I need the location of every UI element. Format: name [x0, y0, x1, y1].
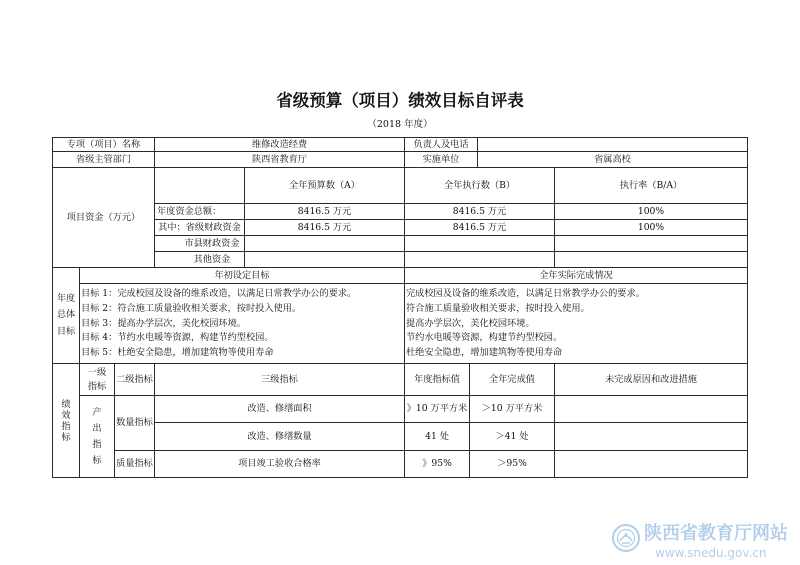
header-actual-value: 全年完成值	[470, 364, 555, 396]
annual-target-value: 41 处	[405, 423, 470, 451]
actual-goal-item: 符合施工质量验收相关要求，按时投入使用。	[406, 302, 590, 314]
actual-goal-item: 提高办学层次，美化校园环境。	[406, 317, 535, 329]
performance-label-char: 效	[61, 409, 71, 421]
level1-char: 标	[92, 454, 102, 466]
actual-goal-item: 节约水电暖等资源，构建节约型校园。	[406, 332, 563, 344]
watermark-site-name: 陕西省教育厅网站	[644, 523, 788, 544]
header-reason-measures: 未完成原因和改进措施	[555, 364, 748, 396]
performance-label-char: 绩	[61, 398, 71, 410]
funds-row-label: 其他资金	[155, 252, 245, 268]
planned-goal-item: 目标 2：符合施工质量验收相关要求，按时投入使用。	[81, 302, 302, 314]
actual-goals-header: 全年实际完成情况	[405, 268, 748, 284]
planned-goal-item: 目标 3：提高办学层次，美化校园环境。	[81, 317, 246, 329]
actual-completion-value: ＞41 处	[470, 423, 555, 451]
level2-quantity-indicator: 数量指标	[115, 396, 155, 451]
watermark-url: www.snedu.gov.cn	[655, 546, 767, 560]
actual-completion-value: ＞10 万平方米	[470, 396, 555, 423]
level2-quality-indicator: 质量指标	[115, 451, 155, 478]
level1-char: 产	[92, 406, 102, 418]
contact-value	[478, 137, 748, 152]
funds-label: 项目资金（万元）	[52, 168, 155, 268]
annual-goals-label-line: 年度	[56, 292, 76, 304]
reason-measures-cell	[555, 451, 748, 478]
funds-row-budget	[245, 236, 405, 252]
planned-goal-item: 目标 5：杜绝安全隐患，增加建筑物等使用寿命	[81, 347, 274, 359]
department-value: 陕西省教育厅	[155, 152, 405, 168]
funds-row-executed	[405, 236, 555, 252]
reason-measures-cell	[555, 423, 748, 451]
funds-row-label: 年度资金总额：	[155, 204, 245, 220]
actual-goals-list	[405, 284, 748, 364]
reason-measures-cell	[555, 396, 748, 423]
funds-row-label: 市县财政资金	[155, 236, 245, 252]
level1-char: 指	[92, 438, 102, 450]
level3-indicator: 改造、修缮面积	[155, 396, 405, 423]
project-name-value: 维修改造经费	[155, 137, 405, 152]
funds-header-rate: 执行率（B/A）	[555, 168, 748, 204]
funds-row-rate: 100%	[555, 204, 748, 220]
page-title: 省级预算（项目）绩效目标自评表	[276, 91, 524, 110]
level1-output-indicator	[80, 396, 115, 478]
funds-row-label: 其中：省级财政资金	[155, 220, 245, 236]
department-label: 省级主管部门	[52, 152, 155, 168]
header-level1-line: 一级	[87, 366, 107, 378]
planned-goals-header: 年初设定目标	[80, 268, 405, 284]
funds-row-budget: 8416.5 万元	[245, 204, 405, 220]
funds-row-budget	[245, 252, 405, 268]
funds-row-executed	[405, 252, 555, 268]
funds-header-blank	[155, 168, 245, 204]
planned-goal-item: 目标 1：完成校园及设备的维系改造，以满足日常教学办公的要求。	[81, 288, 357, 299]
planned-goal-item: 目标 4：节约水电暖等资源，构建节约型校园。	[81, 332, 274, 344]
funds-row-executed: 8416.5 万元	[405, 220, 555, 236]
header-level2-indicator: 二级指标	[115, 364, 155, 396]
funds-header-budget: 全年预算数（A）	[245, 168, 405, 204]
implementer-label: 实施单位	[405, 152, 478, 168]
actual-goal-item: 完成校园及设备的维系改造，以满足日常教学办公的要求。	[406, 288, 645, 299]
annual-target-value: 》95%	[405, 451, 470, 478]
education-bureau-logo-icon	[611, 523, 641, 553]
actual-completion-value: ＞95%	[470, 451, 555, 478]
year-subtitle: （2018 年度）	[367, 119, 433, 130]
funds-row-rate	[555, 252, 748, 268]
annual-goals-label-line: 目标	[56, 325, 76, 337]
project-name-label: 专项（项目）名称	[52, 137, 155, 152]
funds-header-executed: 全年执行数（B）	[405, 168, 555, 204]
header-level3-indicator: 三级指标	[155, 364, 405, 396]
header-level1-line: 指标	[87, 380, 107, 392]
funds-row-rate	[555, 236, 748, 252]
level3-indicator: 改造、修缮数量	[155, 423, 405, 451]
annual-goals-label-line: 总体	[56, 309, 76, 321]
funds-row-executed: 8416.5 万元	[405, 204, 555, 220]
contact-label: 负责人及电话	[405, 137, 478, 152]
planned-goals-list	[80, 284, 405, 364]
level3-indicator: 项目竣工验收合格率	[155, 451, 405, 478]
performance-label-char: 标	[61, 431, 71, 443]
actual-goal-item: 杜绝安全隐患，增加建筑物等使用寿命	[406, 347, 563, 359]
level1-char: 出	[92, 422, 102, 434]
header-annual-target: 年度指标值	[405, 364, 470, 396]
funds-row-budget: 8416.5 万元	[245, 220, 405, 236]
header-level1-indicator	[80, 364, 115, 396]
self-evaluation-table	[52, 137, 748, 478]
annual-goals-label	[52, 268, 80, 364]
performance-label-char: 指	[61, 420, 71, 432]
annual-target-value: 》10 万平方米	[405, 396, 470, 423]
funds-row-rate: 100%	[555, 220, 748, 236]
performance-label	[52, 364, 80, 478]
implementer-value: 省属高校	[478, 152, 748, 168]
